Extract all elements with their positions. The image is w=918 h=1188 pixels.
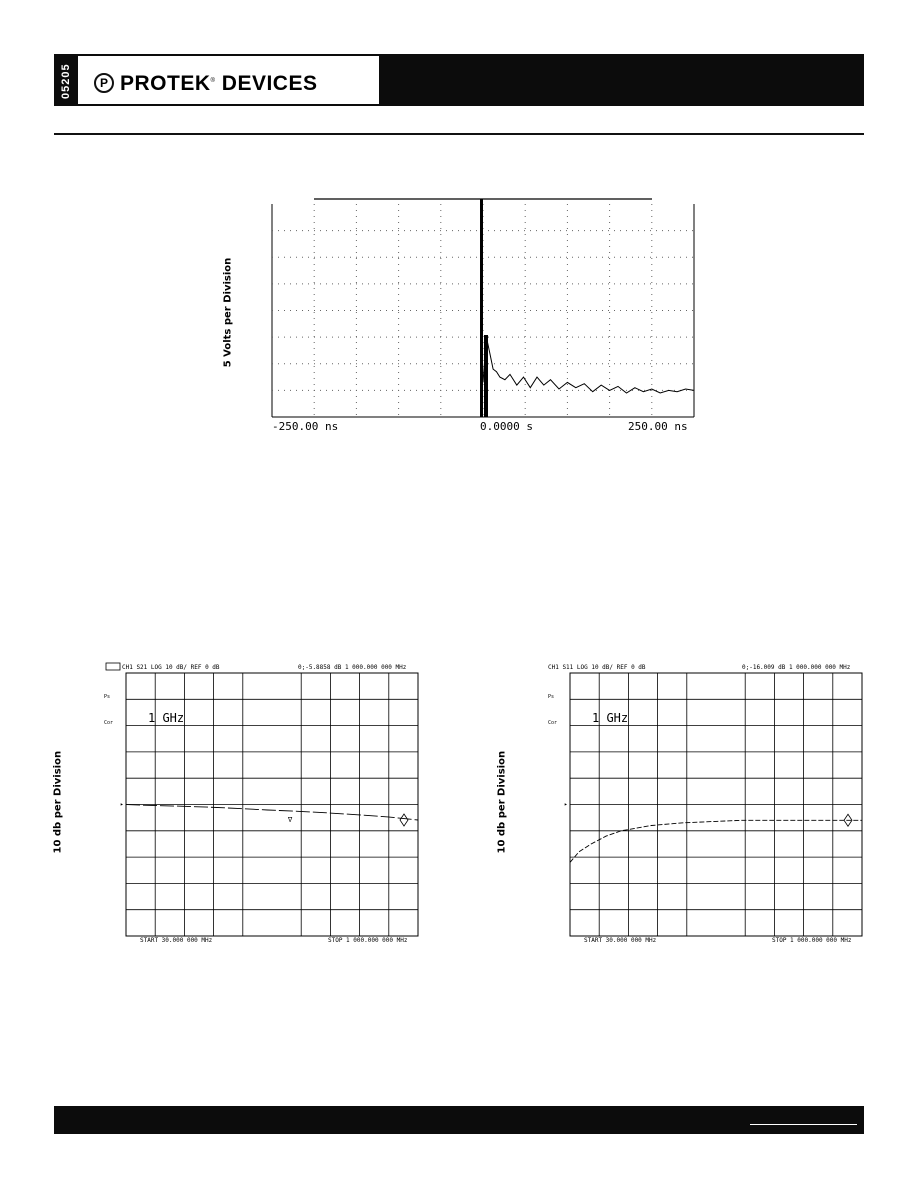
s11-chart [544,658,868,948]
chart3-ref-mark: ▸ [564,801,568,808]
waveform-chart [262,190,702,440]
chart2-marker-end [400,814,408,826]
brand-mark: ® [210,78,216,84]
s21-series-line [126,805,418,821]
chart2-side-label-b: Cor [104,720,114,726]
footer-line [750,1124,857,1125]
protek-logo-icon [94,73,114,93]
chart3-marker-text: 1 GHz [592,711,629,725]
footer-bar [54,1106,864,1134]
chart2-start-label: START 30.000 000 MHz [140,937,213,944]
brand-tail: DEVICES [215,72,318,95]
x-tick-label-left: -250.00 ns [272,420,339,433]
chart3-header-right: 0;-16.009 dB 1 000.000 000 MHz [742,664,851,671]
chart2-ylabel: 10 db per Division [52,750,64,854]
s21-chart [100,658,430,948]
chart3-start-label: START 30.000 000 MHz [584,937,657,944]
chart2-marker-1 [287,816,293,824]
document-code: 05205 [60,63,72,99]
s11-series-line [570,820,862,862]
chart2-side-label-a: Ps [104,694,111,700]
chart3-side-label-b: Cor [548,720,558,726]
marker-diamond [400,814,408,826]
brand-name [120,72,317,96]
logo-glyph: P [99,76,108,90]
header-rule [54,133,864,135]
x-tick-label-center: 0.0000 s [480,420,533,433]
chart3-stop-label: STOP 1 000.000 000 MHz [772,937,852,944]
chart2-channel-box [106,663,120,670]
chart1-ylabel: 5 Volts per Division [222,257,234,368]
svg-text:∇: ∇ [288,816,293,824]
chart2-ref-mark: ▸ [120,801,124,808]
x-tick-label-right: 250.00 ns [628,420,688,433]
chart2-header-left: CH1 S21 LOG 10 dB/ REF 0 dB [122,664,220,671]
chart2-marker-text: 1 GHz [148,711,185,725]
chart2-stop-label: STOP 1 000.000 000 MHz [328,937,408,944]
trigger-spike [480,199,483,417]
chart3-header-left: CH1 S11 LOG 10 dB/ REF 0 dB [548,664,646,671]
chart3-ylabel: 10 db per Division [496,750,508,854]
brand-main: PROTEK [120,72,211,95]
chart2-header-right: 0;-5.8858 dB 1 000.000 000 MHz [298,664,407,671]
chart3-side-label-a: Ps [548,694,555,700]
waveform-series-line [483,337,694,393]
